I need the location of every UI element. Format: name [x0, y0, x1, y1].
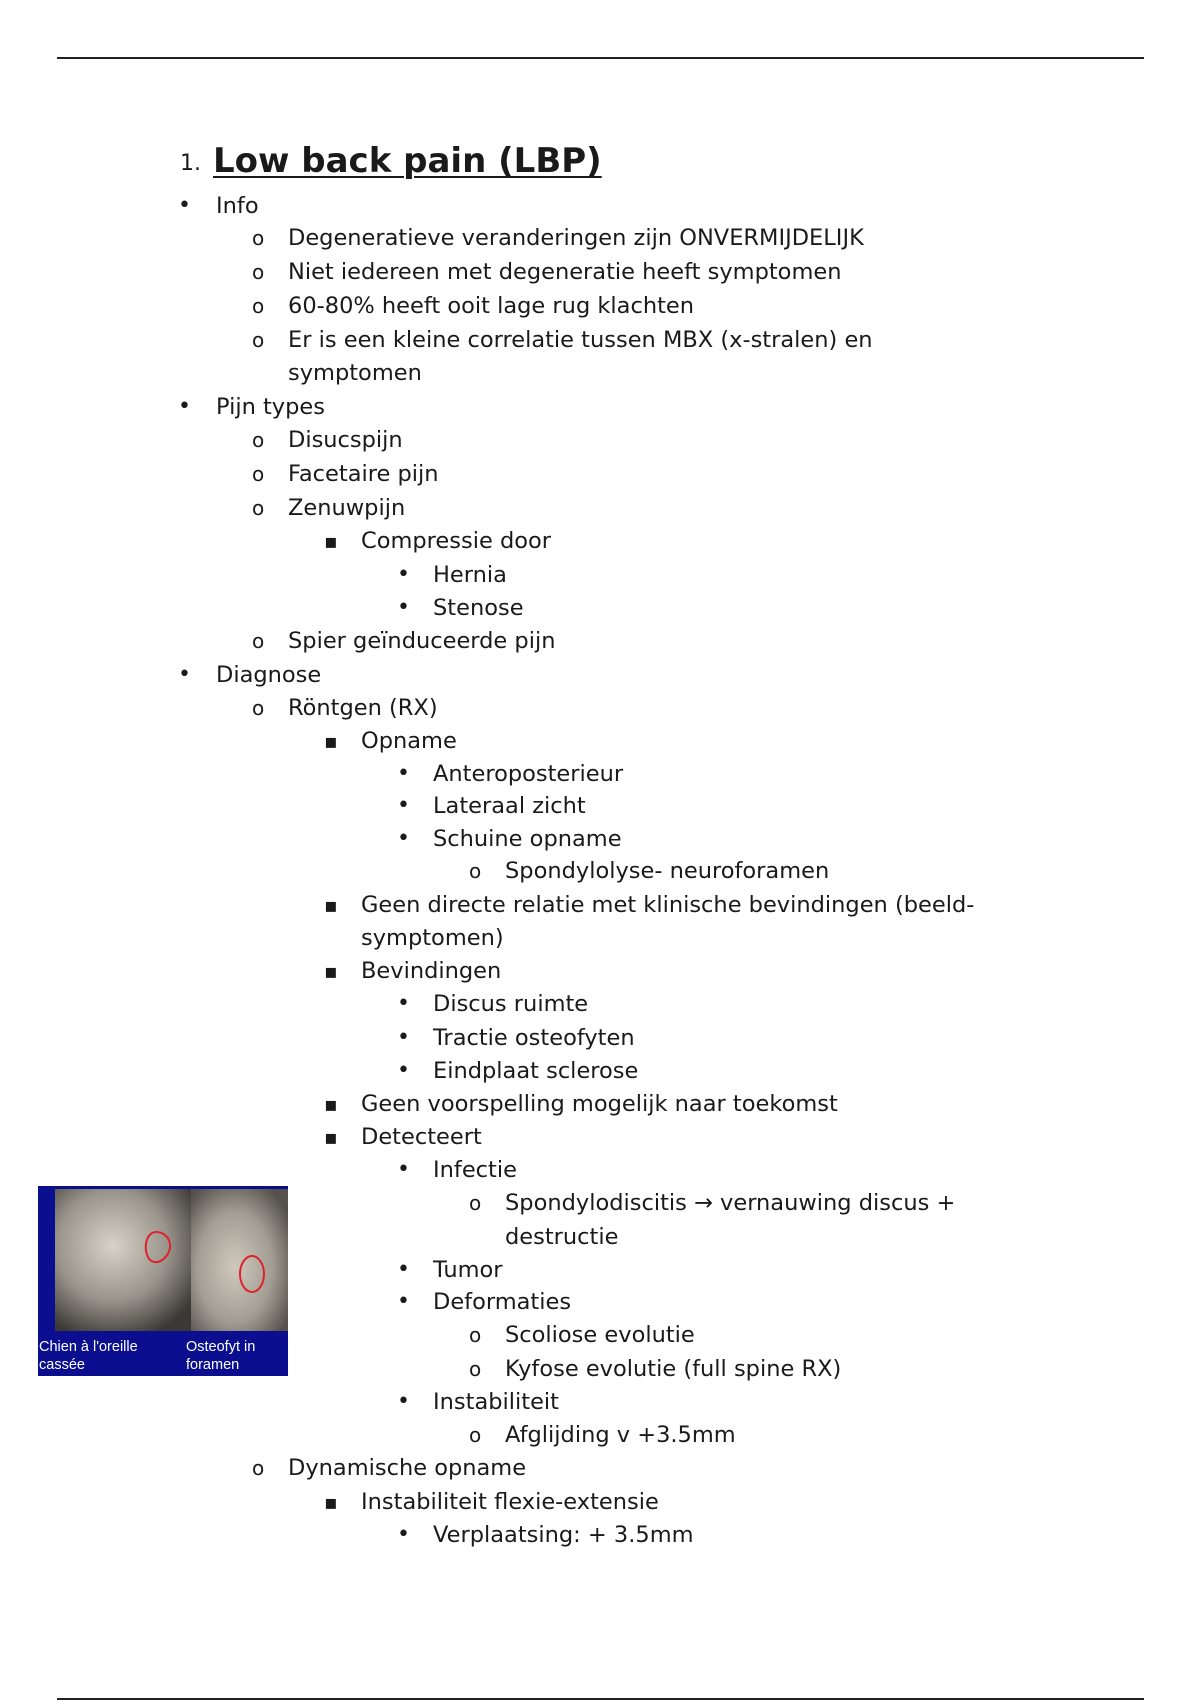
- bullet-marker: [469, 855, 481, 889]
- section-heading: [180, 140, 602, 185]
- outline-item-level-3: Geen voorspelling mogelijk naar toekomst: [361, 1091, 838, 1117]
- outline-item-level-2: Degeneratieve veranderingen zijn ONVERMIJDELIJK: [288, 225, 864, 251]
- outline-item-level-2: Er is een kleine correlatie tussen MBX (x-stralen) en: [288, 327, 873, 353]
- outline-item-level-3: Compressie door: [361, 528, 552, 554]
- bullet-marker: [469, 1187, 481, 1221]
- outline-item-level-4: Schuine opname: [433, 826, 622, 852]
- outline-item-level-2: Facetaire pijn: [288, 461, 439, 487]
- outline-item-level-4: Anteroposterieur: [433, 761, 624, 787]
- bullet-marker: [397, 1022, 410, 1055]
- bullet-marker: [324, 1088, 338, 1122]
- bullet-marker: [397, 1386, 410, 1419]
- caption-right-line: Osteofyt in: [186, 1339, 256, 1355]
- bullet-marker: [252, 492, 264, 526]
- outline-item-level-2: Disucspijn: [288, 427, 403, 453]
- bullet-marker: [178, 391, 191, 424]
- outline-item-level-4: Stenose: [433, 595, 524, 621]
- section-title: Low back pain (LBP): [213, 141, 602, 181]
- outline-item-level-4: Tractie osteofyten: [433, 1025, 635, 1051]
- outline-item-level-4: Discus ruimte: [433, 991, 589, 1017]
- outline-item-level-5: Spondylolyse- neuroforamen: [505, 858, 830, 884]
- bullet-marker: [252, 625, 264, 659]
- caption-left-line: cassée: [39, 1357, 85, 1373]
- bullet-marker: [252, 324, 264, 358]
- outline-item-level-1: Pijn types: [216, 394, 325, 420]
- outline-item-level-2: Röntgen (RX): [288, 695, 438, 721]
- bullet-marker: [324, 725, 338, 759]
- outline-item-level-5: Scoliose evolutie: [505, 1322, 695, 1348]
- outline-item-level-5: Afglijding v +3.5mm: [505, 1422, 736, 1448]
- bullet-marker: [469, 1319, 481, 1353]
- outline-item-level-4: Tumor: [433, 1257, 503, 1283]
- outline-item-level-5: destructie: [505, 1224, 619, 1250]
- header-rule: [57, 57, 1144, 59]
- bullet-marker: [252, 458, 264, 492]
- outline-item-level-5: Spondylodiscitis → vernauwing discus +: [505, 1190, 956, 1216]
- caption-right-line: foramen: [186, 1357, 240, 1373]
- outline-item-level-5: Kyfose evolutie (full spine RX): [505, 1356, 842, 1382]
- outline-item-level-3: Instabiliteit flexie-extensie: [361, 1489, 659, 1515]
- outline-item-level-3: Bevindingen: [361, 958, 502, 984]
- outline-item-level-4: Lateraal zicht: [433, 793, 586, 819]
- bullet-marker: [252, 692, 264, 726]
- bullet-marker: [324, 525, 338, 559]
- outline-item-level-4: Hernia: [433, 562, 507, 588]
- bullet-marker: [397, 1154, 410, 1187]
- outline-item-level-4: Instabiliteit: [433, 1389, 560, 1415]
- bullet-marker: [252, 424, 264, 458]
- marker-ring-right: [240, 1256, 264, 1292]
- bullet-marker: [324, 1486, 338, 1520]
- bullet-marker: [252, 290, 264, 324]
- outline-item-level-4: Infectie: [433, 1157, 517, 1183]
- outline-item-level-4: Deformaties: [433, 1289, 572, 1315]
- bullet-marker: [397, 758, 410, 791]
- bullet-marker: [397, 592, 410, 625]
- outline-item-level-3: symptomen): [361, 925, 504, 951]
- outline-item-level-3: Opname: [361, 728, 457, 754]
- bullet-marker: [252, 256, 264, 290]
- outline-item-level-2: Zenuwpijn: [288, 495, 406, 521]
- outline-item-level-3: Geen directe relatie met klinische bevindingen (beeld-: [361, 892, 975, 918]
- bullet-marker: [178, 659, 191, 692]
- caption-left: [39, 1338, 138, 1374]
- bullet-marker: [469, 1353, 481, 1387]
- outline-item-level-1: Info: [216, 193, 259, 219]
- outline-item-level-2: Niet iedereen met degeneratie heeft symptomen: [288, 259, 842, 285]
- outline-item-level-4: Verplaatsing: + 3.5mm: [433, 1522, 694, 1548]
- bullet-marker: [324, 1121, 338, 1155]
- bullet-marker: [397, 1286, 410, 1319]
- bullet-marker: [397, 559, 410, 592]
- outline-item-level-1: Diagnose: [216, 662, 322, 688]
- bullet-marker: [397, 1519, 410, 1552]
- bullet-marker: [252, 1452, 264, 1486]
- outline-item-level-2: symptomen: [288, 360, 422, 386]
- bullet-marker: [178, 190, 191, 223]
- outline-item-level-2: Dynamische opname: [288, 1455, 527, 1481]
- bullet-marker: [469, 1419, 481, 1453]
- bullet-marker: [252, 222, 264, 256]
- section-number: 1.: [180, 151, 201, 176]
- outline-item-level-2: Spier geïnduceerde pijn: [288, 628, 556, 654]
- bullet-marker: [397, 988, 410, 1021]
- bullet-marker: [324, 889, 338, 923]
- bullet-marker: [397, 1254, 410, 1287]
- marker-ring-left: [146, 1232, 170, 1262]
- bullet-marker: [397, 790, 410, 823]
- caption-left-line: Chien à l'oreille: [39, 1339, 138, 1355]
- outline-item-level-4: Eindplaat sclerose: [433, 1058, 639, 1084]
- xray-figure: [38, 1186, 288, 1376]
- caption-right: [186, 1338, 255, 1374]
- bullet-marker: [397, 823, 410, 856]
- outline-item-level-3: Detecteert: [361, 1124, 482, 1150]
- bullet-marker: [324, 955, 338, 989]
- outline-item-level-2: 60-80% heeft ooit lage rug klachten: [288, 293, 694, 319]
- bullet-marker: [397, 1055, 410, 1088]
